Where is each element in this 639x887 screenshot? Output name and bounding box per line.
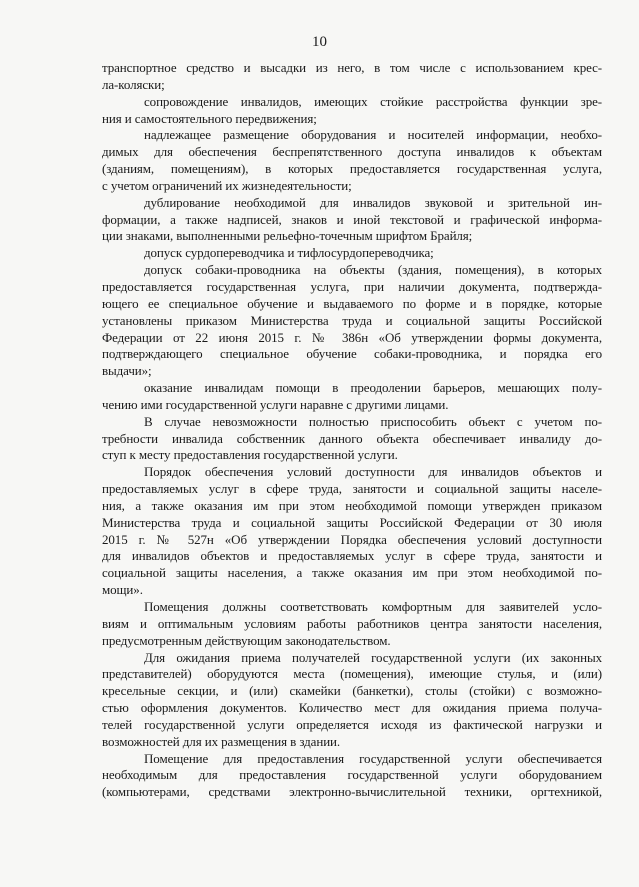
text-line: Федерации от 22 июня 2015 г. № 386н «Об утверждении формы документа, [102,329,602,345]
text-line: предоставляемых услуг в сфере труда, занятости и социальной защиты населе- [102,481,602,497]
text-line: стью оформления документов. Количество мест для ожидания приема получа- [102,700,602,716]
text-line: ния и самостоятельного передвижения; [102,110,317,126]
text-line: Помещение для предоставления государственной услуги обеспечивается [144,750,602,766]
text-line: возможностей для их размещения в здании. [102,733,341,749]
text-line: оказание инвалидам помощи в преодолении барьеров, мешающих полу- [144,380,602,396]
text-line: дублирование необходимой для инвалидов звуковой и зрительной ин- [144,194,602,210]
text-line: чению ими государственной услуги наравне с другими лицами. [102,396,449,412]
text-line: виям и оптимальным условиям работы работников центра занятости населения, [102,615,602,631]
text-line: предусмотренным действующим законодательством. [102,632,391,648]
text-line: допуск собаки-проводника на объекты (здания, помещения), в которых [144,262,602,278]
text-line: для инвалидов объектов и предоставляемых услуг в сфере труда, занятости и [102,548,602,564]
text-line: надлежащее размещение оборудования и носителей информации, необхо- [144,127,602,143]
text-line: необходимым для предоставления государственной услуги оборудованием [102,767,602,783]
text-line: установлены приказом Министерства труда и социальной защиты Российской [102,312,602,328]
text-line: допуск сурдопереводчика и тифлосурдопереводчика; [144,245,434,261]
text-line: ла-коляски; [102,76,165,92]
text-line: телей государственной услуги определяется исходя из фактической нагрузки и [102,716,602,732]
text-line: ющего ее специальное обучение и выдаваемого по форме и в порядке, которые [102,295,602,311]
text-line: социальной защиты населения, а также оказания им при этом необходимой по- [102,565,602,581]
text-line: (компьютерами, средствами электронно-вычислительной техники, оргтехникой, [102,784,602,800]
text-line: мощи». [102,582,143,598]
text-line: ния, а также оказания им при этом необходимой помощи утвержден приказом [102,497,602,513]
text-line: представителей) оборудуются места (помещения), имеющие стулья, и (или) [102,666,602,682]
page-number: 10 [312,34,327,50]
text-line: с учетом ограничений их жизнедеятельности; [102,177,352,193]
text-line: Для ожидания приема получателей государственной услуги (их законных [144,649,602,665]
text-line: сопровождение инвалидов, имеющих стойкие расстройства функции зре- [144,93,602,109]
text-line: В случае невозможности полностью приспособить объект с учетом по- [144,413,602,429]
text-line: ции знаками, выполненными рельефно-точечным шрифтом Брайля; [102,228,473,244]
text-line: предоставляется государственная услуга, при наличии документа, подтвержда- [102,278,602,294]
text-line: подтверждающего специальное обучение собаки-проводника, и порядка его [102,346,602,362]
text-line: (зданиям, помещениям), в которых предоставляется государственная услуга, [102,161,602,177]
text-line: димых для обеспечения беспрепятственного доступа инвалидов к объектам [102,144,602,160]
text-line: транспортное средство и высадки из него, в том числе с использованием крес- [102,60,602,75]
text-line: 2015 г. № 527н «Об утверждении Порядка обеспечения условий доступности [102,531,602,547]
text-line: ступ к месту предоставления государственной услуги. [102,447,398,463]
text-line: Порядок обеспечения условий доступности для инвалидов объектов и [144,464,602,480]
text-line: Помещения должны соответствовать комфортным для заявителей усло- [144,599,602,614]
body-text [102,60,602,801]
text-line: формации, а также надписей, знаков и иной текстовой и графической информа- [102,211,602,227]
text-line: требности инвалида собственник данного объекта обеспечивает инвалиду до- [102,430,602,446]
text-line: выдачи»; [102,363,152,379]
text-line: кресельные секции, и (или) скамейки (банкетки), столы (стойки) с возможно- [102,683,602,699]
text-line: Министерства труда и социальной защиты Российской Федерации от 30 июля [102,514,602,530]
